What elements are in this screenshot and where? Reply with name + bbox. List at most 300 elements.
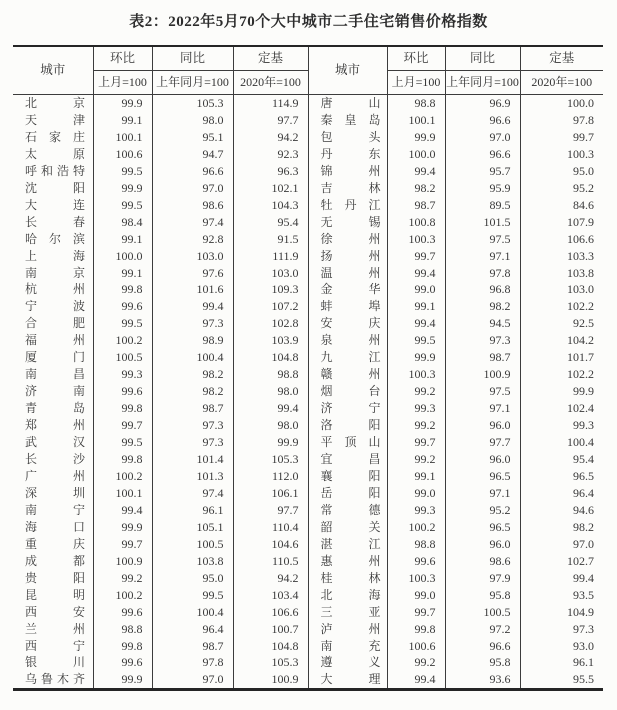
city-cell-right bbox=[308, 180, 387, 197]
yoy-cell-right: 93.6 bbox=[445, 671, 520, 689]
table-row bbox=[13, 621, 603, 638]
city-cell-left bbox=[13, 95, 93, 112]
fixed-cell-right: 97.0 bbox=[573, 536, 594, 551]
yoy-cell-left: 94.7 bbox=[152, 146, 233, 163]
mom-cell-left: 100.5 bbox=[93, 349, 152, 366]
city-name: 乌鲁木齐 bbox=[25, 672, 85, 687]
yoy-cell-right: 98.6 bbox=[445, 553, 520, 570]
yoy-cell-right: 97.1 bbox=[445, 400, 520, 417]
mom-cell-right: 99.7 bbox=[387, 434, 445, 451]
city-name: 合肥 bbox=[25, 316, 85, 331]
mom-cell-left: 98.4 bbox=[93, 214, 152, 231]
header-fixed-base-left: 2020年=100 bbox=[233, 71, 308, 95]
yoy-cell-left: 97.3 bbox=[152, 434, 233, 451]
fixed-cell-left: 111.9 bbox=[233, 248, 308, 265]
fixed-cell-left: 94.2 bbox=[233, 570, 308, 587]
mom-cell-right: 100.6 bbox=[387, 638, 445, 655]
city-name: 襄阳 bbox=[320, 468, 381, 483]
mom-cell-right: 99.1 bbox=[387, 298, 445, 315]
city-cell-right bbox=[308, 248, 387, 265]
mom-cell-right: 99.7 bbox=[387, 248, 445, 265]
city-cell-right bbox=[308, 434, 387, 451]
yoy-cell-right: 94.5 bbox=[445, 315, 520, 332]
city-cell-left bbox=[13, 519, 93, 536]
fixed-cell-right: 102.7 bbox=[567, 553, 594, 568]
city-name: 岳阳 bbox=[320, 485, 381, 500]
city-name: 丹东 bbox=[320, 146, 381, 161]
city-cell-right bbox=[308, 638, 387, 655]
city-cell-left bbox=[13, 197, 93, 214]
yoy-cell-left: 99.4 bbox=[152, 298, 233, 315]
fixed-cell-right: 102.2 bbox=[567, 299, 594, 314]
fixed-cell-right: 97.8 bbox=[573, 112, 594, 127]
mom-cell-left: 100.2 bbox=[93, 332, 152, 349]
fixed-cell-right: 95.0 bbox=[573, 163, 594, 178]
city-cell-right bbox=[308, 502, 387, 519]
table-row bbox=[13, 265, 603, 282]
city-name: 金华 bbox=[320, 282, 381, 297]
city-name: 秦皇岛 bbox=[320, 112, 381, 127]
city-cell-right bbox=[308, 214, 387, 231]
yoy-cell-left: 96.4 bbox=[152, 621, 233, 638]
city-name: 福州 bbox=[25, 333, 85, 348]
yoy-cell-right: 96.0 bbox=[445, 451, 520, 468]
mom-cell-right: 100.2 bbox=[387, 519, 445, 536]
mom-cell-left: 99.5 bbox=[93, 197, 152, 214]
city-cell-right bbox=[308, 366, 387, 383]
yoy-cell-right: 96.5 bbox=[445, 519, 520, 536]
mom-cell-right: 98.8 bbox=[387, 536, 445, 553]
mom-cell-left: 99.3 bbox=[93, 366, 152, 383]
city-cell-left bbox=[13, 654, 93, 671]
yoy-cell-left: 97.6 bbox=[152, 265, 233, 282]
city-cell-left bbox=[13, 349, 93, 366]
price-index-table bbox=[13, 45, 603, 691]
mom-cell-left: 99.7 bbox=[93, 417, 152, 434]
city-name: 蚌埠 bbox=[320, 299, 381, 314]
city-cell-left bbox=[13, 536, 93, 553]
fixed-cell-left: 98.0 bbox=[233, 417, 308, 434]
city-name: 银川 bbox=[25, 655, 85, 670]
city-cell-left bbox=[13, 298, 93, 315]
yoy-cell-right: 95.7 bbox=[445, 163, 520, 180]
yoy-cell-left: 95.1 bbox=[152, 129, 233, 146]
mom-cell-right: 99.2 bbox=[387, 654, 445, 671]
mom-cell-left: 99.9 bbox=[93, 95, 152, 112]
city-cell-right bbox=[308, 349, 387, 366]
table-row bbox=[13, 417, 603, 434]
yoy-cell-left: 100.4 bbox=[152, 604, 233, 621]
fixed-cell-left: 99.9 bbox=[233, 434, 308, 451]
yoy-cell-right: 97.5 bbox=[445, 231, 520, 248]
city-name: 包头 bbox=[320, 129, 381, 144]
fixed-cell-right: 102.4 bbox=[567, 401, 594, 416]
city-name: 西安 bbox=[25, 604, 85, 619]
yoy-cell-right: 96.8 bbox=[445, 281, 520, 298]
fixed-cell-right: 100.3 bbox=[567, 146, 594, 161]
yoy-cell-right: 97.9 bbox=[445, 570, 520, 587]
city-name: 九江 bbox=[320, 350, 381, 365]
mom-cell-right: 99.0 bbox=[387, 587, 445, 604]
city-name: 洛阳 bbox=[320, 418, 381, 433]
header-row-labels bbox=[13, 46, 603, 71]
yoy-cell-right: 95.2 bbox=[445, 502, 520, 519]
city-cell-right bbox=[308, 95, 387, 112]
table-row bbox=[13, 231, 603, 248]
city-name: 南充 bbox=[320, 638, 381, 653]
table-row bbox=[13, 553, 603, 570]
yoy-cell-right: 97.1 bbox=[445, 248, 520, 265]
city-name: 太原 bbox=[25, 146, 85, 161]
mom-cell-right: 99.7 bbox=[387, 604, 445, 621]
city-cell-left bbox=[13, 146, 93, 163]
fixed-cell-right: 99.3 bbox=[573, 418, 594, 433]
fixed-cell-right: 100.0 bbox=[567, 96, 594, 110]
yoy-cell-left: 100.4 bbox=[152, 349, 233, 366]
city-name: 赣州 bbox=[320, 367, 381, 382]
mom-cell-left: 99.9 bbox=[93, 180, 152, 197]
mom-cell-right: 99.9 bbox=[387, 129, 445, 146]
yoy-cell-right: 97.8 bbox=[445, 265, 520, 282]
city-name: 锦州 bbox=[320, 163, 381, 178]
table-row bbox=[13, 366, 603, 383]
yoy-cell-right: 97.1 bbox=[445, 485, 520, 502]
city-name: 安庆 bbox=[320, 316, 381, 331]
table-row bbox=[13, 349, 603, 366]
fixed-cell-left: 106.1 bbox=[233, 485, 308, 502]
mom-cell-right: 98.7 bbox=[387, 197, 445, 214]
mom-cell-right: 99.4 bbox=[387, 671, 445, 689]
city-cell-left bbox=[13, 112, 93, 129]
fixed-cell-left: 105.3 bbox=[233, 451, 308, 468]
yoy-cell-left: 105.1 bbox=[152, 519, 233, 536]
fixed-cell-left: 104.6 bbox=[233, 536, 308, 553]
fixed-cell-left: 103.0 bbox=[233, 265, 308, 282]
fixed-cell-left: 91.5 bbox=[233, 231, 308, 248]
fixed-cell-left: 99.4 bbox=[233, 400, 308, 417]
fixed-cell-left: 104.8 bbox=[233, 349, 308, 366]
city-name: 济宁 bbox=[320, 401, 381, 416]
city-name: 兰州 bbox=[25, 621, 85, 636]
city-name: 青岛 bbox=[25, 401, 85, 416]
header-city-left: 城市 bbox=[13, 46, 93, 95]
table-row bbox=[13, 502, 603, 519]
mom-cell-right: 99.0 bbox=[387, 281, 445, 298]
city-cell-right bbox=[308, 298, 387, 315]
table-row bbox=[13, 654, 603, 671]
city-cell-left bbox=[13, 671, 93, 689]
fixed-cell-left: 105.3 bbox=[233, 654, 308, 671]
city-cell-left bbox=[13, 366, 93, 383]
city-cell-left bbox=[13, 315, 93, 332]
city-cell-left bbox=[13, 587, 93, 604]
city-cell-right bbox=[308, 146, 387, 163]
table-row bbox=[13, 434, 603, 451]
yoy-cell-left: 97.4 bbox=[152, 214, 233, 231]
table-row bbox=[13, 400, 603, 417]
mom-cell-left: 99.1 bbox=[93, 112, 152, 129]
fixed-cell-right: 93.0 bbox=[573, 638, 594, 653]
fixed-cell-left: 98.8 bbox=[233, 366, 308, 383]
city-name: 惠州 bbox=[320, 553, 381, 568]
city-name: 宁波 bbox=[25, 299, 85, 314]
fixed-cell-left: 107.2 bbox=[233, 298, 308, 315]
header-mom-right: 环比 bbox=[387, 46, 445, 71]
mom-cell-left: 99.9 bbox=[93, 671, 152, 689]
mom-cell-left: 99.6 bbox=[93, 604, 152, 621]
city-cell-right bbox=[308, 604, 387, 621]
city-cell-right bbox=[308, 519, 387, 536]
city-cell-left bbox=[13, 214, 93, 231]
city-cell-left bbox=[13, 570, 93, 587]
table-row bbox=[13, 180, 603, 197]
table-row bbox=[13, 671, 603, 689]
yoy-cell-left: 97.0 bbox=[152, 180, 233, 197]
city-cell-right bbox=[308, 231, 387, 248]
city-name: 桂林 bbox=[320, 570, 381, 585]
city-name: 成都 bbox=[25, 553, 85, 568]
city-cell-right bbox=[308, 197, 387, 214]
city-cell-left bbox=[13, 553, 93, 570]
yoy-cell-right: 96.6 bbox=[445, 146, 520, 163]
fixed-cell-right: 102.2 bbox=[567, 367, 594, 382]
city-name: 海口 bbox=[25, 519, 85, 534]
header-fixed-right: 定基 bbox=[520, 46, 603, 71]
mom-cell-right: 99.4 bbox=[387, 265, 445, 282]
city-name: 平顶山 bbox=[320, 435, 381, 450]
table-row bbox=[13, 146, 603, 163]
yoy-cell-left: 97.4 bbox=[152, 485, 233, 502]
fixed-cell-right: 84.6 bbox=[573, 197, 594, 212]
fixed-cell-left: 102.1 bbox=[233, 180, 308, 197]
yoy-cell-left: 98.7 bbox=[152, 638, 233, 655]
fixed-cell-right: 107.9 bbox=[567, 214, 594, 229]
fixed-cell-right: 104.9 bbox=[567, 604, 594, 619]
table-row bbox=[13, 451, 603, 468]
fixed-cell-left: 97.7 bbox=[233, 112, 308, 129]
city-name: 北京 bbox=[25, 96, 85, 110]
fixed-cell-right: 97.3 bbox=[573, 621, 594, 636]
city-cell-left bbox=[13, 485, 93, 502]
mom-cell-left: 99.8 bbox=[93, 451, 152, 468]
page-title: 表2：2022年5月70个大中城市二手住宅销售价格指数 bbox=[129, 14, 488, 30]
fixed-cell-left: 106.6 bbox=[233, 604, 308, 621]
city-cell-right bbox=[308, 587, 387, 604]
city-name: 北海 bbox=[320, 587, 381, 602]
table-row bbox=[13, 383, 603, 400]
table-row bbox=[13, 570, 603, 587]
yoy-cell-left: 101.6 bbox=[152, 281, 233, 298]
city-cell-left bbox=[13, 265, 93, 282]
yoy-cell-left: 98.6 bbox=[152, 197, 233, 214]
city-cell-left bbox=[13, 281, 93, 298]
fixed-cell-left: 100.7 bbox=[233, 621, 308, 638]
city-cell-left bbox=[13, 604, 93, 621]
header-mom-base-right: 上月=100 bbox=[387, 71, 445, 95]
yoy-cell-left: 98.2 bbox=[152, 366, 233, 383]
mom-cell-right: 99.6 bbox=[387, 553, 445, 570]
city-name: 武汉 bbox=[25, 435, 85, 450]
yoy-cell-right: 100.5 bbox=[445, 604, 520, 621]
city-name: 南宁 bbox=[25, 502, 85, 517]
city-name: 南京 bbox=[25, 265, 85, 280]
city-name: 牡丹江 bbox=[320, 197, 381, 212]
fixed-cell-right: 99.4 bbox=[573, 570, 594, 585]
city-cell-left bbox=[13, 180, 93, 197]
yoy-cell-right: 97.5 bbox=[445, 383, 520, 400]
yoy-cell-right: 96.6 bbox=[445, 638, 520, 655]
mom-cell-right: 99.3 bbox=[387, 502, 445, 519]
city-cell-right bbox=[308, 553, 387, 570]
city-cell-right bbox=[308, 451, 387, 468]
table-row bbox=[13, 281, 603, 298]
city-cell-left bbox=[13, 621, 93, 638]
mom-cell-left: 100.2 bbox=[93, 468, 152, 485]
yoy-cell-left: 97.0 bbox=[152, 671, 233, 689]
city-cell-left bbox=[13, 417, 93, 434]
city-name: 遵义 bbox=[320, 655, 381, 670]
city-cell-left bbox=[13, 638, 93, 655]
table-row bbox=[13, 638, 603, 655]
mom-cell-right: 99.4 bbox=[387, 315, 445, 332]
yoy-cell-right: 95.8 bbox=[445, 654, 520, 671]
yoy-cell-right: 97.7 bbox=[445, 434, 520, 451]
city-name: 大理 bbox=[320, 672, 381, 687]
city-cell-right bbox=[308, 332, 387, 349]
city-cell-right bbox=[308, 621, 387, 638]
city-cell-right bbox=[308, 281, 387, 298]
city-cell-right bbox=[308, 671, 387, 689]
city-name: 泉州 bbox=[320, 333, 381, 348]
city-name: 大连 bbox=[25, 197, 85, 212]
fixed-cell-left: 103.4 bbox=[233, 587, 308, 604]
fixed-cell-right: 99.7 bbox=[573, 129, 594, 144]
yoy-cell-right: 96.0 bbox=[445, 417, 520, 434]
mom-cell-left: 99.5 bbox=[93, 163, 152, 180]
fixed-cell-right: 104.2 bbox=[567, 333, 594, 348]
yoy-cell-left: 98.2 bbox=[152, 383, 233, 400]
yoy-cell-left: 101.4 bbox=[152, 451, 233, 468]
yoy-cell-right: 101.5 bbox=[445, 214, 520, 231]
city-name: 呼和浩特 bbox=[25, 163, 85, 178]
mom-cell-right: 99.5 bbox=[387, 332, 445, 349]
city-name: 无锡 bbox=[320, 214, 381, 229]
fixed-cell-right: 98.2 bbox=[573, 519, 594, 534]
yoy-cell-left: 100.5 bbox=[152, 536, 233, 553]
city-name: 温州 bbox=[320, 265, 381, 280]
fixed-cell-right: 96.1 bbox=[573, 655, 594, 670]
fixed-cell-left: 92.3 bbox=[233, 146, 308, 163]
yoy-cell-right: 96.9 bbox=[445, 95, 520, 112]
yoy-cell-left: 97.8 bbox=[152, 654, 233, 671]
table-row bbox=[13, 197, 603, 214]
mom-cell-right: 98.8 bbox=[387, 95, 445, 112]
yoy-cell-left: 101.3 bbox=[152, 468, 233, 485]
city-cell-left bbox=[13, 400, 93, 417]
header-yoy-left: 同比 bbox=[152, 46, 233, 71]
city-name: 吉林 bbox=[320, 180, 381, 195]
yoy-cell-left: 96.6 bbox=[152, 163, 233, 180]
table-row bbox=[13, 95, 603, 112]
fixed-cell-left: 96.3 bbox=[233, 163, 308, 180]
fixed-cell-left: 100.9 bbox=[233, 671, 308, 689]
mom-cell-left: 99.4 bbox=[93, 502, 152, 519]
fixed-cell-left: 110.5 bbox=[233, 553, 308, 570]
yoy-cell-right: 97.2 bbox=[445, 621, 520, 638]
city-cell-left bbox=[13, 434, 93, 451]
fixed-cell-left: 104.8 bbox=[233, 638, 308, 655]
mom-cell-right: 100.3 bbox=[387, 570, 445, 587]
table-row bbox=[13, 248, 603, 265]
fixed-cell-right: 106.6 bbox=[567, 231, 594, 246]
city-cell-right bbox=[308, 400, 387, 417]
mom-cell-left: 99.8 bbox=[93, 281, 152, 298]
mom-cell-left: 99.5 bbox=[93, 434, 152, 451]
yoy-cell-right: 97.3 bbox=[445, 332, 520, 349]
city-cell-left bbox=[13, 248, 93, 265]
fixed-cell-left: 94.2 bbox=[233, 129, 308, 146]
table-header bbox=[13, 46, 603, 95]
mom-cell-right: 99.2 bbox=[387, 383, 445, 400]
city-cell-right bbox=[308, 163, 387, 180]
mom-cell-right: 99.9 bbox=[387, 349, 445, 366]
fixed-cell-right: 96.4 bbox=[573, 485, 594, 500]
city-name: 西宁 bbox=[25, 638, 85, 653]
yoy-cell-left: 103.0 bbox=[152, 248, 233, 265]
mom-cell-right: 99.4 bbox=[387, 163, 445, 180]
mom-cell-left: 99.6 bbox=[93, 383, 152, 400]
table-row bbox=[13, 163, 603, 180]
table-row bbox=[13, 485, 603, 502]
mom-cell-right: 98.2 bbox=[387, 180, 445, 197]
fixed-cell-right: 101.7 bbox=[567, 350, 594, 365]
city-cell-left bbox=[13, 129, 93, 146]
fixed-cell-left: 109.3 bbox=[233, 281, 308, 298]
city-name: 石家庄 bbox=[25, 129, 85, 144]
mom-cell-left: 99.1 bbox=[93, 265, 152, 282]
city-name: 韶关 bbox=[320, 519, 381, 534]
city-name: 哈尔滨 bbox=[25, 231, 85, 246]
mom-cell-left: 99.1 bbox=[93, 231, 152, 248]
header-mom-left: 环比 bbox=[93, 46, 152, 71]
fixed-cell-left: 110.4 bbox=[233, 519, 308, 536]
city-name: 三亚 bbox=[320, 604, 381, 619]
header-yoy-right: 同比 bbox=[445, 46, 520, 71]
yoy-cell-left: 98.7 bbox=[152, 400, 233, 417]
fixed-cell-right: 95.5 bbox=[573, 672, 594, 687]
yoy-cell-left: 99.5 bbox=[152, 587, 233, 604]
header-mom-base-left: 上月=100 bbox=[93, 71, 152, 95]
fixed-cell-left: 98.0 bbox=[233, 383, 308, 400]
mom-cell-right: 100.3 bbox=[387, 231, 445, 248]
yoy-cell-right: 95.9 bbox=[445, 180, 520, 197]
city-name: 郑州 bbox=[25, 418, 85, 433]
city-cell-left bbox=[13, 502, 93, 519]
table-body bbox=[13, 95, 603, 690]
fixed-cell-right: 94.6 bbox=[573, 502, 594, 517]
city-cell-right bbox=[308, 112, 387, 129]
fixed-cell-right: 103.3 bbox=[567, 248, 594, 263]
city-cell-right bbox=[308, 129, 387, 146]
yoy-cell-left: 105.3 bbox=[152, 95, 233, 112]
table-row bbox=[13, 129, 603, 146]
mom-cell-left: 99.6 bbox=[93, 654, 152, 671]
table-row bbox=[13, 214, 603, 231]
mom-cell-right: 99.1 bbox=[387, 468, 445, 485]
mom-cell-left: 99.8 bbox=[93, 638, 152, 655]
yoy-cell-right: 98.7 bbox=[445, 349, 520, 366]
city-name: 长沙 bbox=[25, 452, 85, 467]
